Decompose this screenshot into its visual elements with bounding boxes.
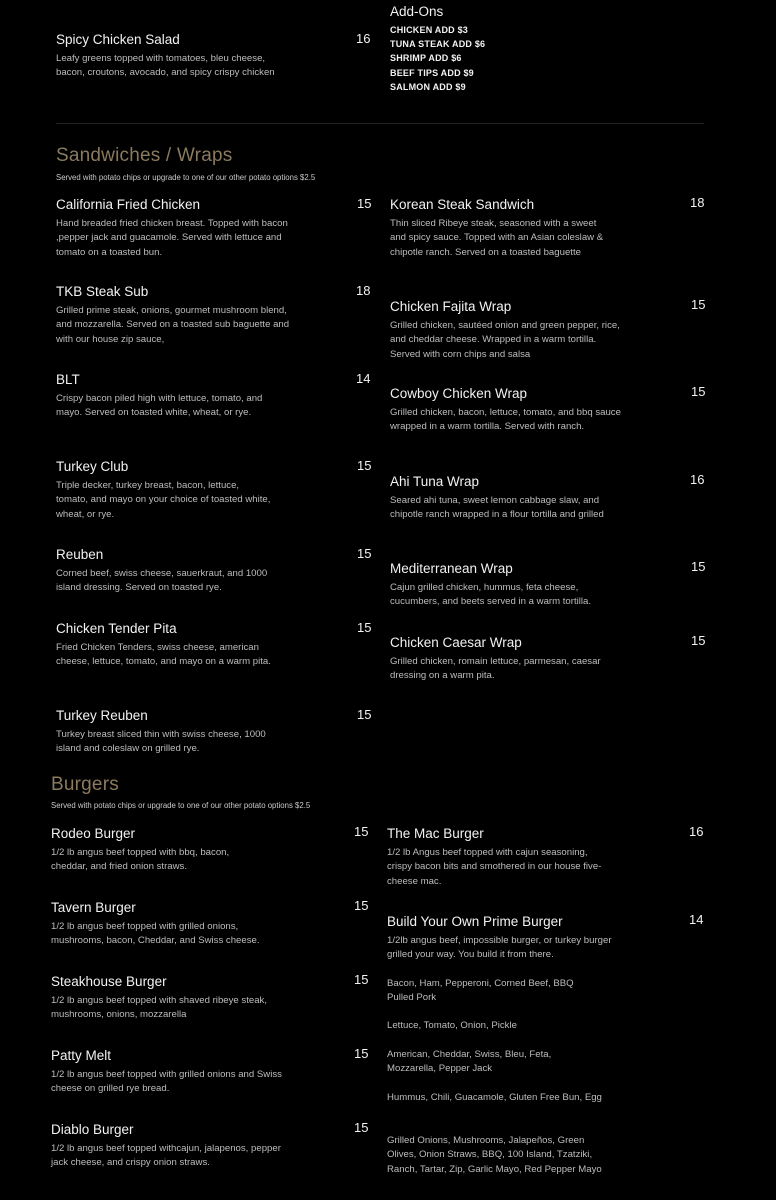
addon-item: SHRIMP ADD $6 (390, 53, 462, 64)
item-description: 1/2 lb angus beef topped with shaved ribeye steak, mushrooms, onions, mozzarella (51, 995, 268, 1021)
item-description: Hand breaded fried chicken breast. Topped with bacon ,pepper jack and guacamole. Served with lettuce and tomato on a toasted bun. (56, 218, 288, 258)
addons-list (390, 23, 485, 94)
item-price: 14 (356, 371, 371, 386)
section-note: Served with potato chips or upgrade to one of our other potato options $2.5 (56, 173, 316, 182)
item-description: 1/2 lb Angus beef topped with cajun seasoning, crispy bacon bits and smothered in our house five-cheese mac. (387, 847, 602, 887)
item-description: 1/2 lb angus beef topped with bbq, bacon, cheddar, and fried onion straws. (51, 847, 230, 873)
addon-item: SALMON ADD $9 (390, 81, 466, 92)
item-description: Grilled chicken, bacon, lettuce, tomato, and bbq sauce wrapped in a warm tortilla. Served with ranch. (390, 407, 621, 433)
item-description: Fried Chicken Tenders, swiss cheese, american cheese, lettuce, tomato, and mayo on a warm pita. (56, 642, 271, 668)
item-price: 15 (357, 196, 372, 211)
item-name: Turkey Reuben (56, 708, 148, 723)
item-name: Tavern Burger (51, 900, 136, 915)
item-description: Cajun grilled chicken, hummus, feta cheese, cucumbers, and beets served in a warm tortilla. (390, 582, 592, 608)
section-title-burgers: Burgers (51, 774, 119, 795)
item-price: 15 (357, 546, 372, 561)
addon-item: BEEF TIPS ADD $9 (390, 67, 474, 78)
item-price: 15 (354, 898, 369, 913)
item-price: 15 (354, 824, 369, 839)
item-description: 1/2lb angus beef, impossible burger, or turkey burger grilled your way. You build it from there. (387, 935, 612, 961)
item-price: 15 (691, 633, 706, 648)
item-name: Cowboy Chicken Wrap (390, 386, 528, 401)
item-description: Seared ahi tuna, sweet lemon cabbage slaw, and chipotle ranch wrapped in a flour tortilla and grilled (390, 495, 604, 521)
item-description: Turkey breast sliced thin with swiss cheese, 1000 island and coleslaw on grilled rye. (56, 729, 266, 755)
item-price: 16 (356, 31, 371, 46)
item-name: Steakhouse Burger (51, 974, 167, 989)
item-description: Thin sliced Ribeye steak, seasoned with a sweet and spicy sauce. Topped with an Asian coleslaw & chipotle ranch. Served on a toasted baguette (390, 218, 604, 258)
item-name: Spicy Chicken Salad (56, 32, 180, 47)
item-price: 15 (357, 620, 372, 635)
item-description: 1/2 lb angus beef topped with grilled onions, mushrooms, bacon, Cheddar, and Swiss cheese. (51, 921, 260, 947)
item-name: Build Your Own Prime Burger (387, 914, 563, 929)
item-name: Chicken Tender Pita (56, 621, 177, 636)
section-note: Served with potato chips or upgrade to one of our other potato options $2.5 (51, 801, 311, 810)
addon-item: TUNA STEAK ADD $6 (390, 39, 486, 50)
item-price: 18 (690, 195, 705, 210)
item-name: Reuben (56, 547, 104, 562)
section-title-sandwiches: Sandwiches / Wraps (56, 145, 233, 166)
item-price: 15 (357, 707, 372, 722)
item-name: Turkey Club (56, 459, 129, 474)
item-price: 18 (356, 283, 371, 298)
item-price: 16 (690, 472, 705, 487)
item-name: Rodeo Burger (51, 826, 136, 841)
burger-option-toppings: Grilled Onions, Mushrooms, Jalapeños, Green Olives, Onion Straws, BBQ, 100 Island, Tzatziki, Ranch, Tartar, Zip, Garlic Mayo, Red Pepper Mayo (387, 1135, 602, 1175)
item-name: Chicken Fajita Wrap (390, 299, 512, 314)
item-description: Grilled chicken, sautéed onion and green pepper, rice, and cheddar cheese. Wrapped in a warm tortilla. Served with corn chips and salsa (390, 320, 620, 360)
item-name: Korean Steak Sandwich (390, 197, 535, 212)
item-price: 15 (354, 972, 369, 987)
item-description: Grilled prime steak, onions, gourmet mushroom blend, and mozzarella. Served on a toasted sub baguette and with our house zip sauce, (56, 305, 290, 345)
burger-option-extras: Hummus, Chili, Guacamole, Gluten Free Bun, Egg (387, 1092, 602, 1103)
item-description: Leafy greens topped with tomatoes, bleu cheese, bacon, croutons, avocado, and spicy crispy chicken (56, 53, 275, 79)
item-price: 15 (354, 1046, 369, 1061)
item-description: 1/2 lb angus beef topped withcajun, jalapenos, pepper jack cheese, and crispy onion straws. (51, 1143, 281, 1169)
item-name: The Mac Burger (387, 826, 484, 841)
item-name: BLT (56, 372, 80, 387)
item-price: 16 (689, 824, 704, 839)
item-price: 15 (691, 384, 706, 399)
item-description: Grilled chicken, romain lettuce, parmesan, caesar dressing on a warm pita. (390, 656, 601, 682)
item-price: 14 (689, 912, 704, 927)
item-description: Crispy bacon piled high with lettuce, tomato, and mayo. Served on toasted white, wheat, or rye. (56, 393, 263, 419)
item-name: Ahi Tuna Wrap (390, 474, 480, 489)
addons-title: Add-Ons (390, 4, 444, 19)
addon-item: CHICKEN ADD $3 (390, 25, 468, 35)
item-name: TKB Steak Sub (56, 284, 149, 299)
item-name: Diablo Burger (51, 1122, 134, 1137)
burger-option-cheeses: American, Cheddar, Swiss, Bleu, Feta, Mozzarella, Pepper Jack (387, 1049, 552, 1075)
item-name: California Fried Chicken (56, 197, 201, 212)
section-divider (56, 123, 704, 124)
burger-option-veggies: Lettuce, Tomato, Onion, Pickle (387, 1020, 517, 1031)
item-price: 15 (691, 297, 706, 312)
item-name: Patty Melt (51, 1048, 112, 1063)
item-price: 15 (357, 458, 372, 473)
item-description: 1/2 lb angus beef topped with grilled onions and Swiss cheese on grilled rye bread. (51, 1069, 282, 1095)
item-price: 15 (354, 1120, 369, 1135)
item-name: Chicken Caesar Wrap (390, 635, 522, 650)
item-price: 15 (691, 559, 706, 574)
item-description: Corned beef, swiss cheese, sauerkraut, and 1000 island dressing. Served on toasted rye. (56, 568, 268, 594)
burger-option-proteins: Bacon, Ham, Pepperoni, Corned Beef, BBQ Pulled Pork (387, 978, 574, 1004)
item-name: Mediterranean Wrap (390, 561, 513, 576)
item-description: Triple decker, turkey breast, bacon, lettuce, tomato, and mayo on your choice of toasted white, wheat, or rye. (56, 480, 271, 520)
